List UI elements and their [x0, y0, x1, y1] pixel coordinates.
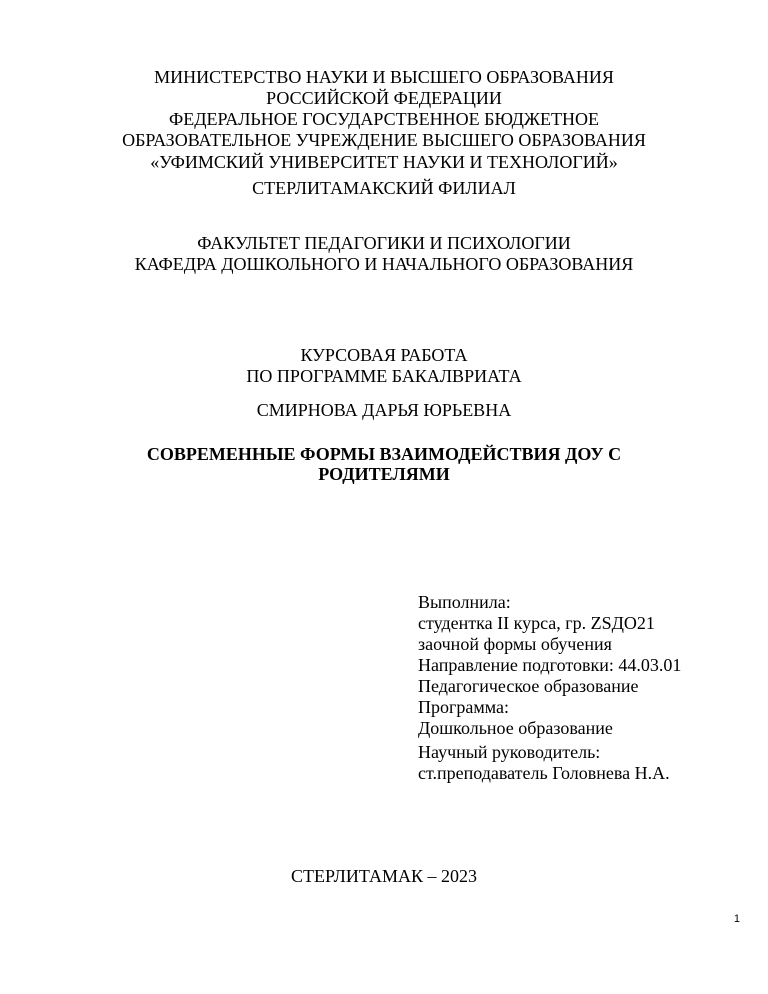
branch-name: [0, 178, 768, 199]
work-type-block: [0, 345, 768, 387]
performer-program-label: Программа:: [418, 697, 510, 717]
faculty-block: [0, 233, 768, 275]
city-year: СТЕРЛИТАМАК – 2023: [291, 866, 477, 886]
performer-study-form: заочной формы обучения: [418, 634, 612, 654]
ministry-line-3: ФЕДЕРАЛЬНОЕ ГОСУДАРСТВЕННОЕ БЮДЖЕТНОЕ: [169, 109, 599, 129]
work-title: [0, 444, 768, 484]
ministry-line-2: РОССИЙСКОЙ ФЕДЕРАЦИИ: [266, 88, 502, 108]
branch-line: СТЕРЛИТАМАКСКИЙ ФИЛИАЛ: [252, 178, 516, 198]
supervisor-block: [418, 742, 670, 784]
work-type: КУРСОВАЯ РАБОТА: [300, 345, 468, 365]
performer-direction-name: Педагогическое образование: [418, 676, 639, 696]
page-number: 1: [733, 913, 740, 925]
author-block: [0, 400, 768, 421]
ministry-line-4: ОБРАЗОВАТЕЛЬНОЕ УЧРЕЖДЕНИЕ ВЫСШЕГО ОБРАЗОВАНИЯ: [122, 130, 646, 150]
footer-city-year: [0, 866, 768, 887]
work-title-line-2: РОДИТЕЛЯМИ: [318, 464, 450, 484]
department-name: КАФЕДРА ДОШКОЛЬНОГО И НАЧАЛЬНОГО ОБРАЗОВАНИЯ: [134, 254, 634, 274]
ministry-header: [0, 67, 768, 173]
performer-student: студентка II курса, гр. ZSДО21: [418, 613, 655, 633]
author-name: СМИРНОВА ДАРЬЯ ЮРЬЕВНА: [256, 400, 512, 420]
ministry-line-1: МИНИСТЕРСТВО НАУКИ И ВЫСШЕГО ОБРАЗОВАНИЯ: [154, 67, 614, 87]
work-program: ПО ПРОГРАММЕ БАКАЛВРИАТА: [246, 366, 522, 386]
supervisor-label: Научный руководитель:: [418, 742, 601, 762]
work-title-line-1: СОВРЕМЕННЫЕ ФОРМЫ ВЗАИМОДЕЙСТВИЯ ДОУ С: [146, 444, 622, 464]
supervisor-name: ст.преподаватель Головнева Н.А.: [418, 763, 670, 783]
performer-label: Выполнила:: [418, 592, 511, 612]
performer-block: [418, 592, 681, 739]
university-name: «УФИМСКИЙ УНИВЕРСИТЕТ НАУКИ И ТЕХНОЛОГИЙ»: [150, 152, 618, 172]
performer-program-name: Дошкольное образование: [418, 718, 613, 738]
faculty-name: ФАКУЛЬТЕТ ПЕДАГОГИКИ И ПСИХОЛОГИИ: [197, 233, 571, 253]
performer-direction: Направление подготовки: 44.03.01: [418, 655, 682, 675]
